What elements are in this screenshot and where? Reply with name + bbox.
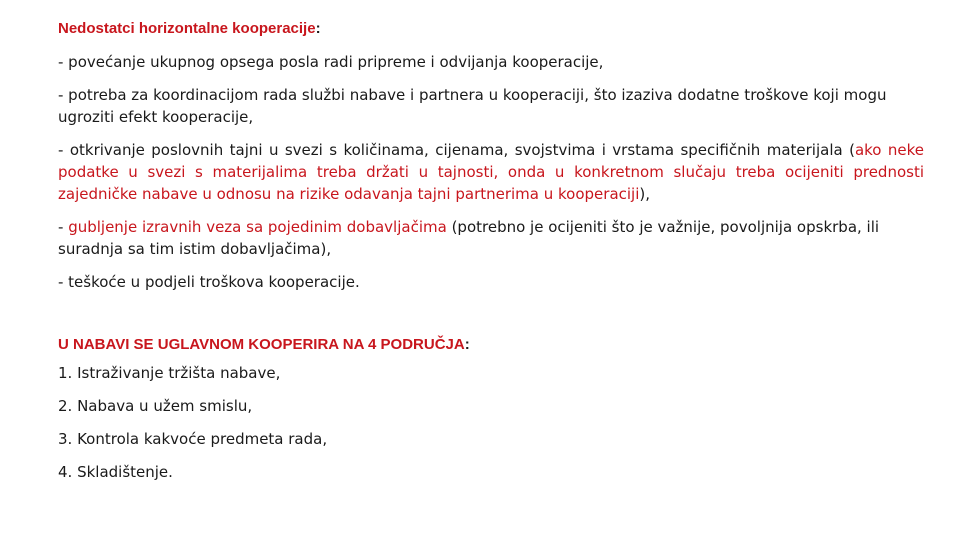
item-text: - teškoće u podjeli troškova kooperacije. — [58, 273, 360, 291]
numbered-item — [58, 461, 924, 483]
numbered-item-text: 4. Skladištenje. — [58, 463, 173, 481]
item-text: - otkrivanje poslovnih tajni u svezi s količinama, cijenama, svojstvima i vrstama specifičnih materijala ( — [58, 141, 855, 159]
section1-heading-colon: : — [315, 20, 321, 37]
section1-heading-text: Nedostatci horizontalne kooperacije — [58, 20, 316, 37]
list-item — [58, 84, 924, 128]
section2-heading-text: U NABAVI SE UGLAVNOM KOOPERIRA NA 4 PODRUČJA — [58, 336, 465, 353]
numbered-item — [58, 362, 924, 384]
item-text: - — [58, 218, 69, 236]
item-text: - povećanje ukupnog opsega posla radi pripreme i odvijanja kooperacije, — [58, 53, 604, 71]
section2-heading — [58, 334, 924, 356]
item-text-end: ), — [639, 185, 651, 203]
item-highlight: ako neke podatke u svezi s materijalima treba držati u tajnosti, onda u konkretnom slučaju treba ocijeniti prednosti zajedničke nabave u odnosu na rizike odavanja tajni partnerima u kooperaciji — [58, 141, 925, 203]
item-text: - potreba za koordinacijom rada službi nabave i partnera u kooperaciji, što izaziva dodatne troškove koji mogu ugroziti efekt kooperacije, — [58, 86, 887, 126]
list-item — [58, 271, 924, 293]
numbered-item-text: 1. Istraživanje tržišta nabave, — [58, 364, 281, 382]
list-item — [58, 216, 924, 260]
section2-heading-colon: : — [464, 336, 470, 353]
numbered-item — [58, 395, 924, 417]
numbered-item-text: 2. Nabava u užem smislu, — [58, 397, 253, 415]
list-item — [58, 139, 924, 205]
numbered-item-text: 3. Kontrola kakvoće predmeta rada, — [58, 430, 328, 448]
item-highlight: gubljenje izravnih veza sa pojedinim dobavljačima — [68, 218, 447, 236]
list-item — [58, 51, 924, 73]
item-text-end: (potrebno je ocijeniti što je važnije, povoljnija opskrba, ili suradnja sa tim istim dobavljačima), — [58, 218, 880, 258]
numbered-item — [58, 428, 924, 450]
section1-heading — [58, 18, 924, 40]
